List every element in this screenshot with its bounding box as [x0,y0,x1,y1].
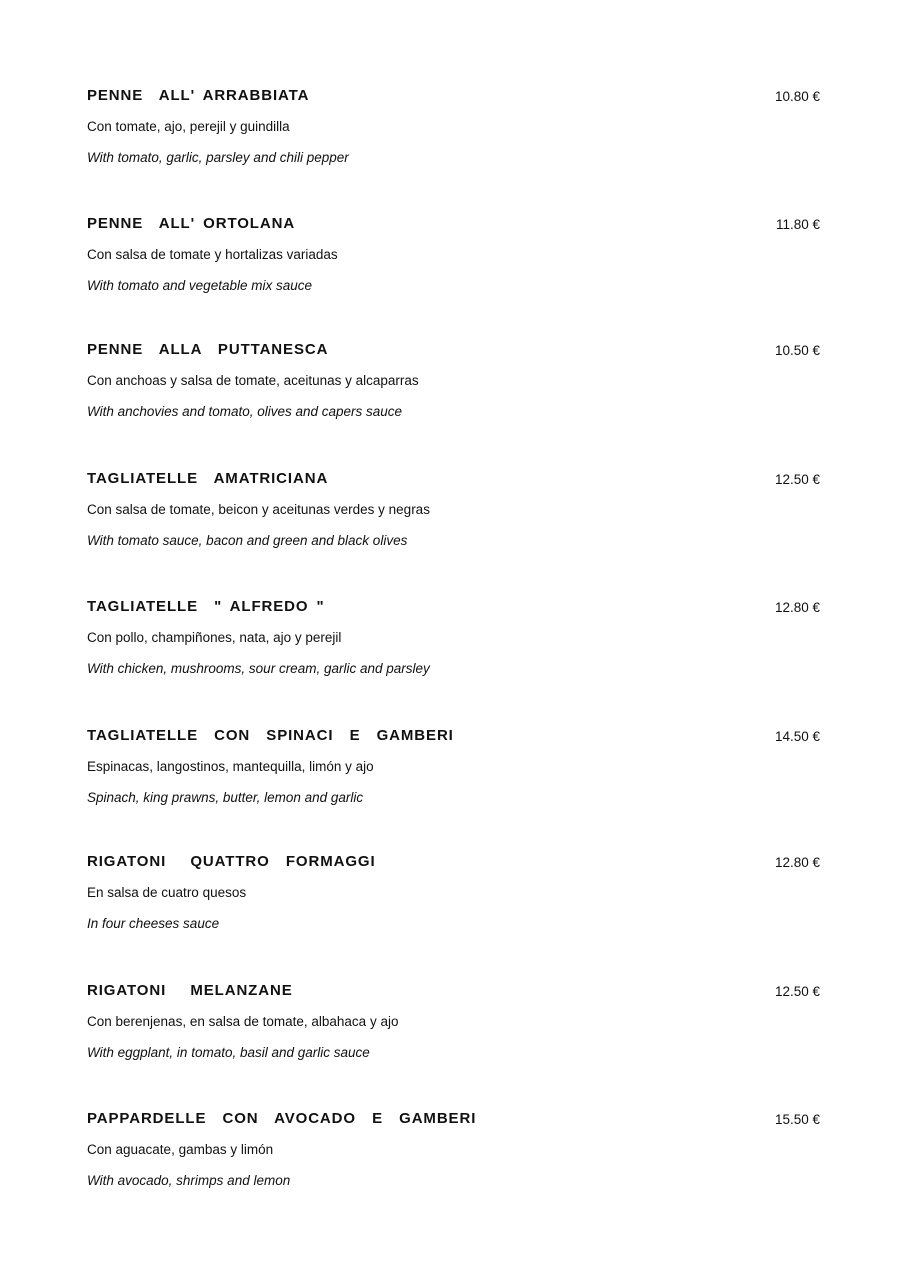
menu-item-penne-arrabbiata [87,87,820,197]
dish-description-english: With tomato sauce, bacon and green and black olives [87,533,408,548]
dish-description-spanish: Con anchoas y salsa de tomate, aceitunas y alcaparras [87,373,419,388]
menu-item-tagliatelle-alfredo [87,598,820,708]
dish-description-english: With tomato, garlic, parsley and chili pepper [87,150,349,165]
dish-description-spanish: En salsa de cuatro quesos [87,885,247,900]
dish-name: RIGATONI MELANZANE [87,982,293,999]
dish-description-english: Spinach, king prawns, butter, lemon and garlic [87,790,364,805]
dish-name: PENNE ALL' ORTOLANA [87,215,296,232]
dish-name: PAPPARDELLE CON AVOCADO E GAMBERI [87,1110,477,1127]
dish-description-english: With chicken, mushrooms, sour cream, garlic and parsley [87,661,430,676]
dish-price: 10.80 € [774,89,820,104]
menu-item-rigatoni-melanzane [87,982,820,1092]
menu-item-tagliatelle-amatriciana [87,470,820,580]
dish-description-english: In four cheeses sauce [87,916,220,931]
dish-price: 15.50 € [774,1112,820,1127]
dish-name: PENNE ALL' ARRABBIATA [87,87,310,104]
dish-description-spanish: Con salsa de tomate, beicon y aceitunas verdes y negras [87,502,430,517]
dish-price: 12.80 € [774,600,820,615]
dish-price: 12.80 € [774,855,820,870]
dish-price: 12.50 € [774,984,820,999]
dish-description-spanish: Con tomate, ajo, perejil y guindilla [87,119,290,134]
dish-name: TAGLIATELLE CON SPINACI E GAMBERI [87,727,454,744]
menu-item-rigatoni-quattro-formaggi [87,853,820,963]
dish-price: 12.50 € [774,472,820,487]
dish-price: 14.50 € [774,729,820,744]
dish-description-spanish: Con berenjenas, en salsa de tomate, albahaca y ajo [87,1014,399,1029]
dish-description-spanish: Con salsa de tomate y hortalizas variadas [87,247,338,262]
dish-description-spanish: Espinacas, langostinos, mantequilla, limón y ajo [87,759,374,774]
dish-name: PENNE ALLA PUTTANESCA [87,341,329,358]
dish-description-spanish: Con pollo, champiñones, nata, ajo y perejil [87,630,342,645]
menu-item-penne-ortolana [87,215,820,325]
menu-item-penne-puttanesca [87,341,820,451]
dish-description-spanish: Con aguacate, gambas y limón [87,1142,274,1157]
dish-price: 11.80 € [775,217,820,232]
menu-item-pappardelle-avocado-gamberi [87,1110,820,1220]
dish-price: 10.50 € [774,343,820,358]
dish-name: TAGLIATELLE AMATRICIANA [87,470,329,487]
dish-name: RIGATONI QUATTRO FORMAGGI [87,853,376,870]
dish-description-english: With tomato and vegetable mix sauce [87,278,312,293]
dish-description-english: With anchovies and tomato, olives and capers sauce [87,404,403,419]
dish-description-english: With avocado, shrimps and lemon [87,1173,291,1188]
dish-name: TAGLIATELLE " ALFREDO " [87,598,325,615]
dish-description-english: With eggplant, in tomato, basil and garlic sauce [87,1045,370,1060]
menu-item-tagliatelle-spinaci-gamberi [87,727,820,837]
